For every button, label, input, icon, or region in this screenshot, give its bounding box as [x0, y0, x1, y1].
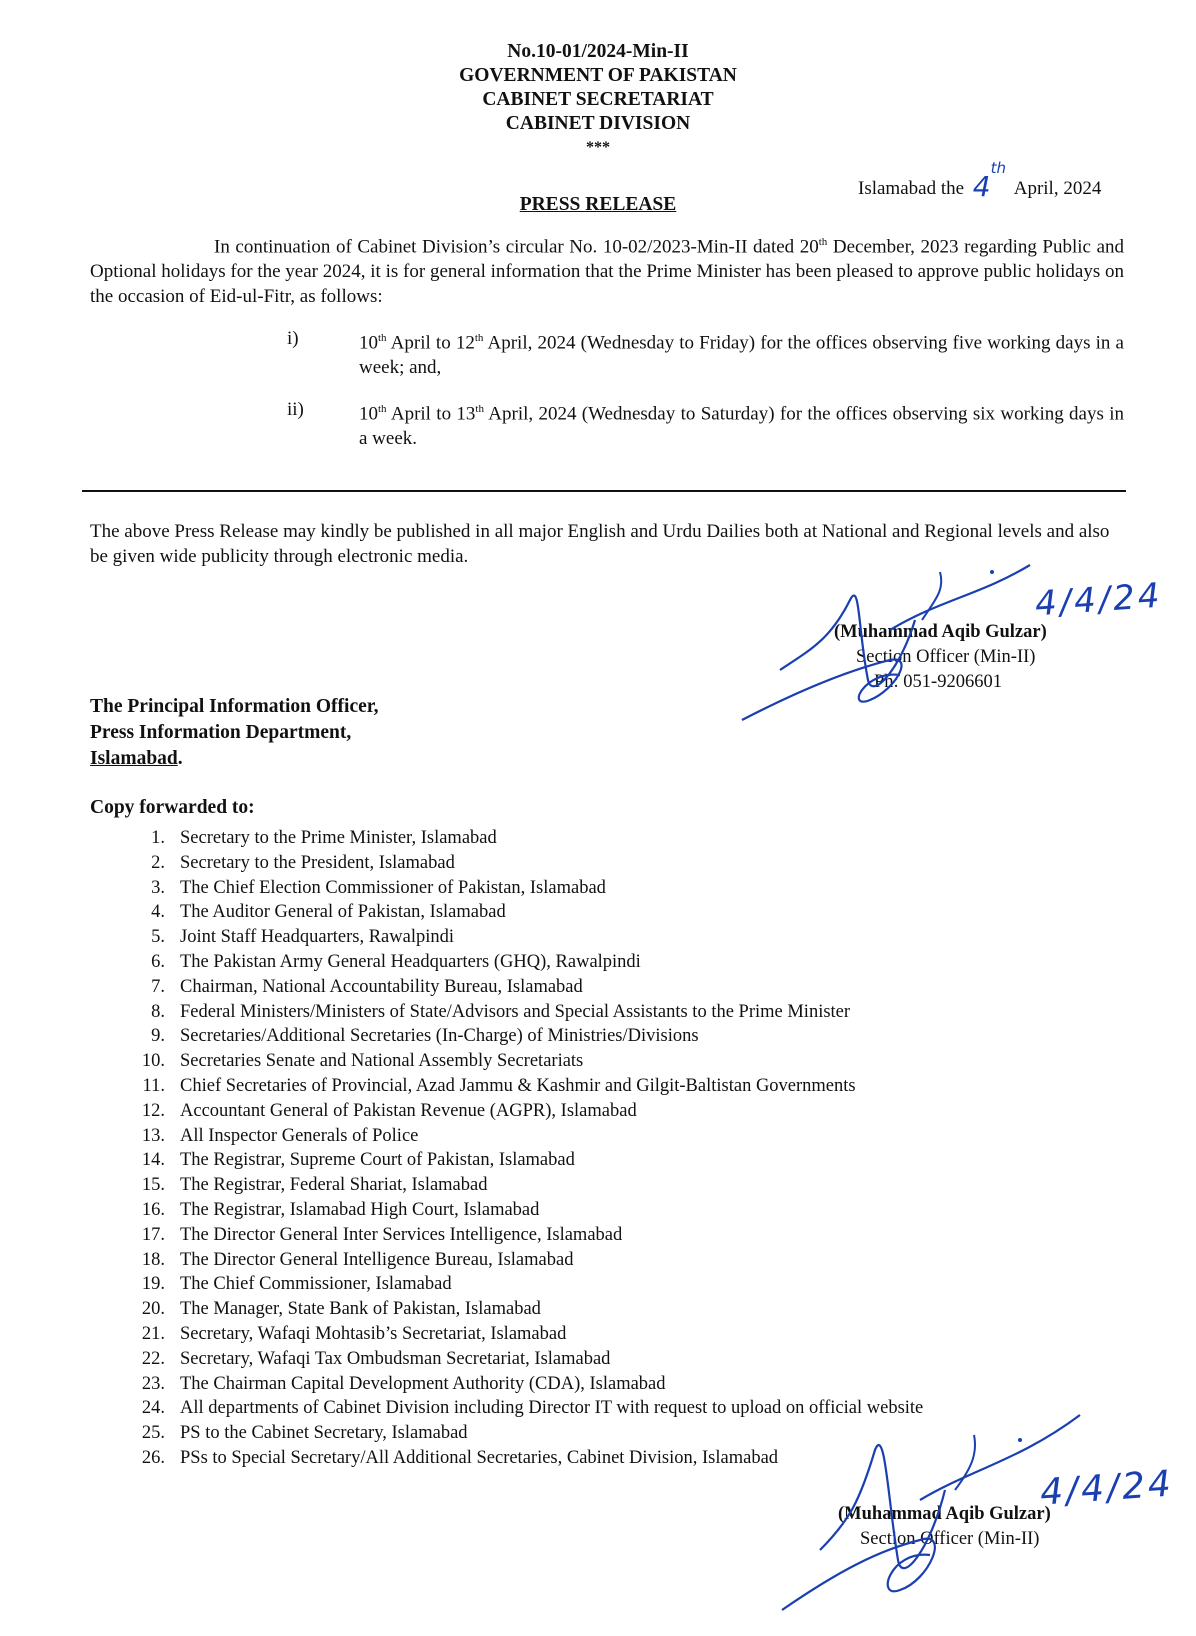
list-item: 24. All departments of Cabinet Division including Director IT with request to upload on official website	[141, 1398, 924, 1419]
publish-note: The above Press Release may kindly be published in all major English and Urdu Dailies both at National and Regional levels and also be given wide publicity through electronic media.	[90, 521, 1110, 567]
addressee-line-1: The Principal Information Officer,	[90, 696, 379, 717]
list-item: 7. Chairman, National Accountability Bureau, Islamabad	[151, 976, 583, 997]
list-item: 18. The Director General Intelligence Bureau, Islamabad	[141, 1249, 574, 1270]
document-title: PRESS RELEASE	[519, 194, 677, 215]
list-item: 3. The Chief Election Commissioner of Pakistan, Islamabad	[151, 877, 606, 898]
addressee-city: Islamabad.	[90, 748, 183, 769]
reference-number: No.10-01/2024-Min-II	[507, 41, 689, 62]
list-item: 26. PSs to Special Secretary/All Additional Secretaries, Cabinet Division, Islamabad	[141, 1447, 779, 1468]
handwritten-day: 4	[972, 170, 991, 203]
dateline-suffix: April, 2024	[1013, 178, 1102, 199]
signatory-designation: Section Officer (Min-II)	[856, 647, 1036, 667]
addressee-line-2: Press Information Department,	[90, 722, 352, 743]
list-item: 1. Secretary to the Prime Minister, Islamabad	[151, 828, 497, 848]
holiday-item-number: i)	[287, 328, 299, 349]
list-item: 23. The Chairman Capital Development Authority (CDA), Islamabad	[141, 1373, 666, 1394]
signatory-phone: Ph: 051-9206601	[874, 672, 1002, 692]
list-item: 22. Secretary, Wafaqi Tax Ombudsman Secretariat, Islamabad	[141, 1348, 611, 1369]
dateline-prefix: Islamabad the	[858, 178, 965, 199]
holiday-item-text: 10th April to 13th April, 2024 (Wednesday to Saturday) for the offices observing six working days in a week.	[359, 403, 1125, 450]
list-item: 13. All Inspector Generals of Police	[141, 1125, 419, 1146]
list-item: 12. Accountant General of Pakistan Revenue (AGPR), Islamabad	[141, 1100, 637, 1121]
signatory-designation: Section Officer (Min-II)	[860, 1529, 1040, 1549]
list-item: 8. Federal Ministers/Ministers of State/Advisors and Special Assistants to the Prime Minister	[151, 1001, 851, 1022]
secretariat-heading: CABINET SECRETARIAT	[482, 89, 714, 110]
list-item: 25. PS to the Cabinet Secretary, Islamabad	[141, 1423, 468, 1444]
list-item: 19. The Chief Commissioner, Islamabad	[141, 1274, 452, 1295]
list-item: 20. The Manager, State Bank of Pakistan, Islamabad	[141, 1299, 541, 1320]
list-item: 17. The Director General Inter Services Intelligence, Islamabad	[141, 1224, 623, 1245]
list-item: 21. Secretary, Wafaqi Mohtasib’s Secretariat, Islamabad	[141, 1323, 567, 1344]
list-item: 2. Secretary to the President, Islamabad	[151, 852, 455, 873]
intro-paragraph: In continuation of Cabinet Division’s circular No. 10-02/2023-Min-II dated 20th December, 2023 regarding Public and Optional holidays for the year 2024, it is for general information that the Prime Minister has been pleased to approve public holidays on the occasion of Eid-ul-Fitr, as follows:	[90, 236, 1124, 308]
heading-separator: ***	[586, 139, 610, 156]
list-item: 4. The Auditor General of Pakistan, Islamabad	[151, 902, 506, 923]
handwritten-date-top: 4/4/24	[1033, 575, 1164, 625]
list-item: 16. The Registrar, Islamabad High Court, Islamabad	[141, 1199, 540, 1220]
copy-forwarded-title: Copy forwarded to:	[90, 797, 255, 818]
signatory-name: (Muhammad Aqib Gulzar)	[838, 1504, 1051, 1524]
signatory-name: (Muhammad Aqib Gulzar)	[834, 622, 1047, 642]
list-item: 14. The Registrar, Supreme Court of Pakistan, Islamabad	[141, 1150, 575, 1171]
handwritten-date-bottom: 4/4/24	[1038, 1463, 1176, 1514]
list-item: 11. Chief Secretaries of Provincial, Azad Jammu & Kashmir and Gilgit-Baltistan Governments	[142, 1075, 856, 1096]
handwritten-day-suffix: th	[990, 158, 1007, 177]
holiday-item-number: ii)	[287, 399, 304, 420]
division-heading: CABINET DIVISION	[505, 113, 691, 134]
holiday-item-text: 10th April to 12th April, 2024 (Wednesday to Friday) for the offices observing five working days in a week; and,	[359, 332, 1124, 379]
horizontal-divider	[82, 490, 1126, 492]
list-item: 10. Secretaries Senate and National Assembly Secretariats	[141, 1051, 584, 1072]
list-item: 9. Secretaries/Additional Secretaries (In-Charge) of Ministries/Divisions	[151, 1026, 699, 1047]
list-item: 6. The Pakistan Army General Headquarters (GHQ), Rawalpindi	[151, 951, 641, 972]
addressee-block	[90, 694, 379, 772]
government-heading: GOVERNMENT OF PAKISTAN	[459, 65, 737, 86]
list-item: 5. Joint Staff Headquarters, Rawalpindi	[151, 927, 455, 948]
handwritten-signature-bottom	[780, 1410, 1190, 1620]
list-item: 15. The Registrar, Federal Shariat, Islamabad	[141, 1175, 488, 1196]
copy-forwarded-list	[0, 826, 1196, 1471]
